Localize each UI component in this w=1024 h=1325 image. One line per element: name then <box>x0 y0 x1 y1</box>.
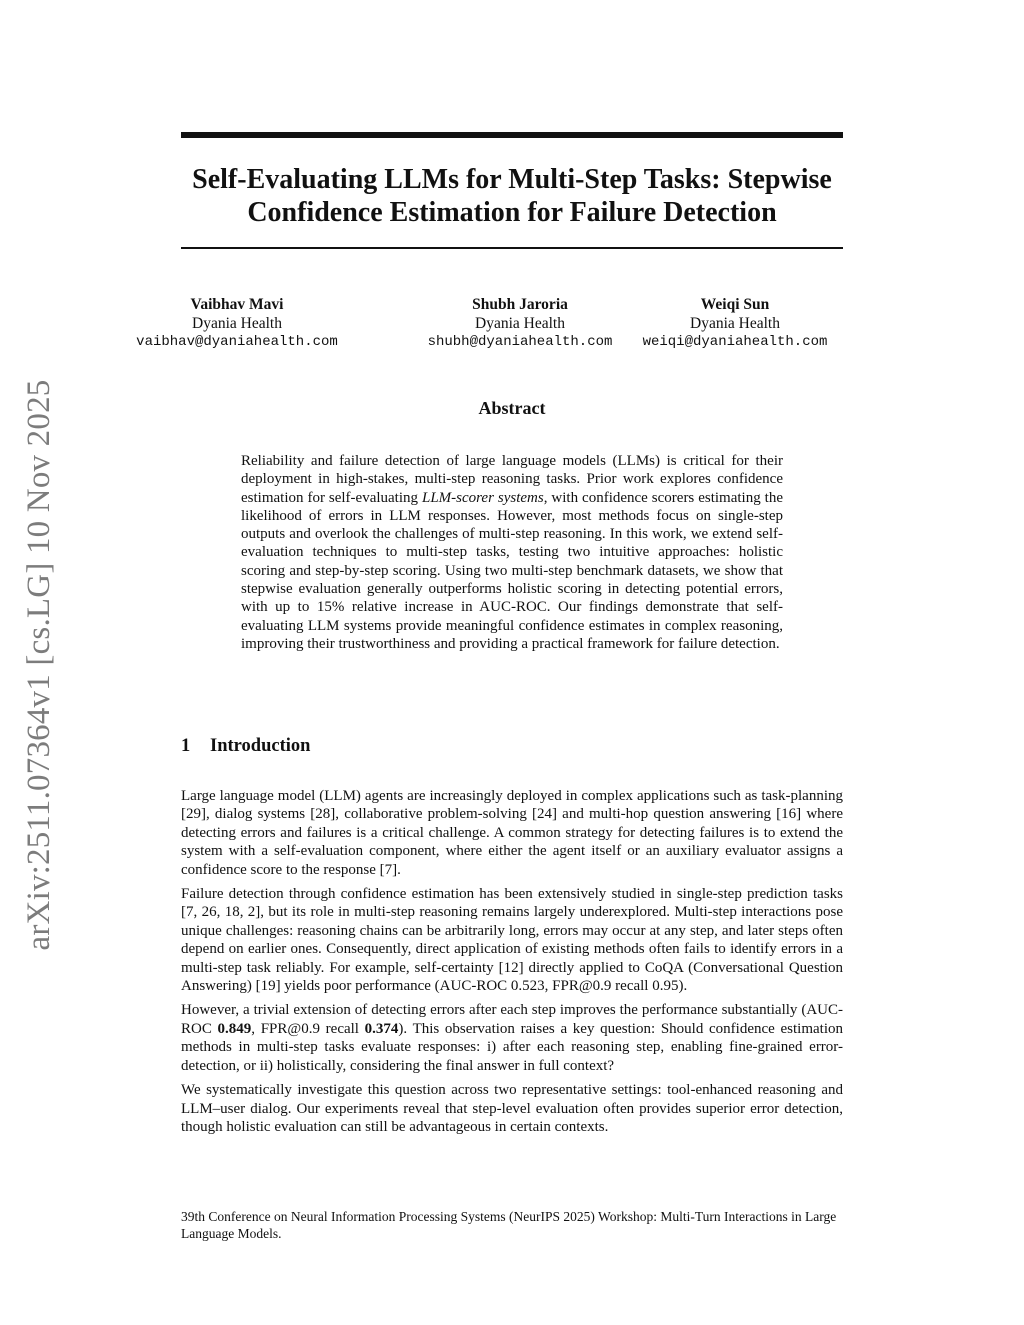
paragraph-3-part-c: , FPR@0.9 recall <box>251 1020 365 1037</box>
paragraph-2: Failure detection through confidence estimation has been extensively studied in single-step prediction tasks [7, 26, 18, 2], but its role in multi-step reasoning remains largely underexplored. Multi-step interactions pose unique challenges: reasoning chains can be arbitrarily long, errors may occur at any step, and later steps often depend on earlier ones. Consequently, direct application of existing methods often fails to identify errors in a multi-step task reliably. For example, self-certainty [12] directly applied to CoQA (Conversational Question Answering) [19] yields poor performance (AUC-ROC 0.523, FPR@0.9 recall 0.95). <box>181 886 843 995</box>
author-affiliation: Dyania Health <box>475 315 565 332</box>
auc-roc-value: 0.849 <box>217 1020 252 1037</box>
author-affiliation: Dyania Health <box>690 315 780 332</box>
abstract-part-1: Reliability and failure detection of large language models (LLMs) is critical for their deployment in high-stakes, multi-step reasoning tasks. Prior work explores confidence estimation for self-evaluating <box>241 453 783 506</box>
author-3 <box>615 295 855 352</box>
author-name: Shubh Jaroria <box>472 296 568 313</box>
author-name: Weiqi Sun <box>700 296 770 313</box>
author-affiliation: Dyania Health <box>192 315 282 332</box>
conference-footnote: 39th Conference on Neural Information Processing Systems (NeurIPS 2025) Workshop: Multi-Turn Interactions in Large Language Models. <box>181 1209 837 1241</box>
author-email: weiqi@dyaniahealth.com <box>642 334 828 350</box>
abstract-part-2: , with confidence scorers estimating the likelihood of errors in LLM responses. However, most methods focus on single-step outputs and overlook the challenges of multi-step reasoning. In this work, we extend self-evaluation techniques to multi-step tasks, testing two intuitive approaches: holistic scoring and step-by-step scoring. Using two multi-step benchmark datasets, we show that stepwise evaluation generally outperforms holistic scoring in detecting potential errors, with up to 15% relative increase in AUC-ROC. Our findings demonstrate that self-evaluating LLM systems provide meaningful confidence estimates in complex reasoning, improving their trustworthiness and providing a practical framework for failure detection. <box>241 489 783 652</box>
fpr-value: 0.374 <box>364 1020 399 1037</box>
paragraph-3-part-a: However, a trivial extension of detecting errors after each step improves the performance substantially (AUC-ROC <box>181 1002 843 1037</box>
section-heading-introduction <box>181 736 310 757</box>
introduction-body <box>181 787 843 1142</box>
author-1 <box>117 295 357 352</box>
arxiv-identifier-stamp <box>14 370 64 960</box>
abstract-text <box>241 452 783 653</box>
author-email: shubh@dyaniahealth.com <box>427 334 613 350</box>
abstract-italic-term: LLM-scorer systems <box>421 489 544 506</box>
title-bottom-rule <box>181 247 843 249</box>
abstract-heading: Abstract <box>478 398 546 418</box>
paragraph-3-part-d: ). This observation raises a key question: Should confidence estimation methods in multi-step tasks evaluate responses: i) after each reasoning step, enabling fine-grained error-detection, or ii) holistically, considering the final answer in full context? <box>181 1020 843 1074</box>
paragraph-1: Large language model (LLM) agents are increasingly deployed in complex applications such as task-planning [29], dialog systems [28], collaborative problem-solving [24] and multi-hop question answering [16] where detecting errors and failures is a critical challenge. A common strategy for detecting failures is to extend the system with a self-evaluation component, where either the agent itself or an auxiliary evaluator assigns a confidence score to the response [7]. <box>181 788 843 878</box>
author-name: Vaibhav Mavi <box>190 296 284 313</box>
section-title: Introduction <box>210 736 311 756</box>
author-2 <box>400 295 640 352</box>
section-number: 1 <box>181 736 191 756</box>
paper-title <box>181 163 843 229</box>
arxiv-identifier-text: arXiv:2511.07364v1 [cs.LG] 10 Nov 2025 <box>21 379 57 951</box>
paragraph-3 <box>181 1001 843 1075</box>
title-line-2: Confidence Estimation for Failure Detection <box>247 197 777 228</box>
author-email: vaibhav@dyaniahealth.com <box>136 334 338 350</box>
title-line-1: Self-Evaluating LLMs for Multi-Step Tasks: Stepwise <box>192 164 832 195</box>
title-top-rule <box>181 132 843 138</box>
paragraph-4: We systematically investigate this question across two representative settings: tool-enhanced reasoning and LLM–user dialog. Our experiments reveal that step-level evaluation often provides superior error detection, though holistic evaluation can still be advantageous in certain contexts. <box>181 1082 843 1135</box>
